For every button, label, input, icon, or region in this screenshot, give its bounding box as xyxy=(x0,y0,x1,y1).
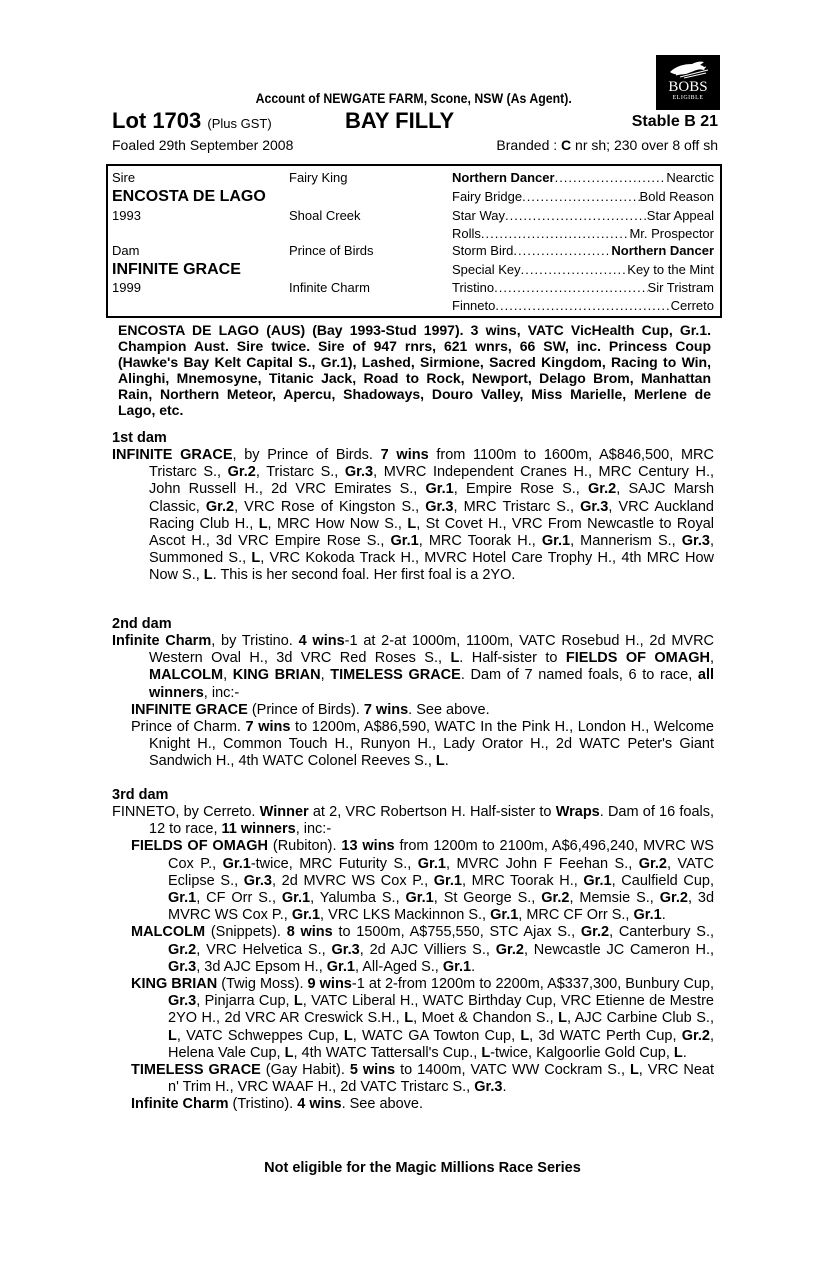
brand-mark: C xyxy=(561,137,572,153)
third-dam-text: FINNETO, by Cerreto. Winner at 2, VRC Robertson H. Half-sister to Wraps. Dam of 16 foals, 12 to race, 11 winners, inc:- xyxy=(112,804,715,838)
dot-leader xyxy=(522,189,639,204)
pedigree-row: Northern Dancer ..... Nearctic xyxy=(452,170,714,185)
pedigree-row: Finneto ..... Cerreto xyxy=(452,298,714,313)
lot-number xyxy=(112,108,272,134)
lot-label: Lot 1703 xyxy=(112,108,202,133)
sire-label: Sire xyxy=(112,170,136,185)
dam-sire: Prince of Birds xyxy=(289,243,374,258)
dot-leader xyxy=(505,208,647,223)
progeny-entry: Infinite Charm (Tristino). 4 wins. See above. xyxy=(131,1096,423,1113)
pedigree-row: Tristino ..... Sir Tristram xyxy=(452,280,714,295)
second-dam-heading: 2nd dam xyxy=(112,616,172,632)
foaled-date: Foaled 29th September 2008 xyxy=(112,137,294,153)
dam-year: 1999 xyxy=(112,280,141,295)
sire-name: ENCOSTA DE LAGO xyxy=(112,188,266,205)
sire-dam: Shoal Creek xyxy=(289,208,361,223)
progeny-entry: INFINITE GRACE (Prince of Birds). 7 wins. See above. xyxy=(131,701,490,718)
dot-leader xyxy=(555,170,667,185)
progeny-entry: Prince of Charm. 7 wins to 1200m, A$86,590, WATC In the Pink H., London H., Welcome Knight H., Common Touch H., Runyon H., Lady Orator H., 2d WATC Peter's Giant Sandwich H., 4th WATC Colonel Reeves S., L. xyxy=(131,719,714,770)
dam-name: INFINITE GRACE xyxy=(112,261,241,278)
pedigree-row: Fairy Bridge ..... Bold Reason xyxy=(452,189,714,204)
pedigree-row: Storm Bird ..... Northern Dancer xyxy=(452,243,714,258)
first-dam-text: INFINITE GRACE, by Prince of Birds. 7 wins from 1100m to 1600m, A$846,500, MRC Tristarc S., Gr.2, Tristarc S., Gr.3, MVRC Independent Cranes H., MRC Century H., John Russell H., 2d VRC Emirates S., Gr.1, Empire Rose S., Gr.2, SAJC Marsh Classic, Gr.2, VRC Rose of Kingston S., Gr.3, MRC Tristarc S., Gr.3, VRC Auckland Racing Club H., L, MRC How Now S., L, St Covet H., VRC From Newcastle to Royal Ascot H., 3d VRC Empire Rose S., Gr.1, MRC Toorak H., Gr.1, Mannerism S., Gr.3, Summoned S., L, VRC Kokoda Track H., MVRC Hotel Care Trophy H., 4th MRC How Now S., L. This is her second foal. Her first foal is a 2YO. xyxy=(112,447,715,584)
third-dam-section xyxy=(112,787,714,1114)
horse-head-icon xyxy=(666,58,710,80)
pedigree-table xyxy=(106,164,722,318)
progeny-entry: FIELDS OF OMAGH (Rubiton). 13 wins from 1200m to 2100m, A$6,496,240, MVRC WS Cox P., Gr.1-twice, MRC Futurity S., Gr.1, MVRC John F Feehan S., Gr.2, VATC Eclipse S., Gr.3, 2d MVRC WS Cox P., Gr.1, MRC Toorak H., Gr.1, Caulfield Cup, Gr.1, CF Orr S., Gr.1, Yalumba S., Gr.1, St George S., Gr.2, Memsie S., Gr.2, 3d MVRC WS Cox P., Gr.1, VRC LKS Mackinnon S., Gr.1, MRC CF Orr S., Gr.1. xyxy=(131,838,715,924)
progeny-entry: KING BRIAN (Twig Moss). 9 wins-1 at 2-from 1200m to 2200m, A$337,300, Bunbury Cup, Gr.3, Pinjarra Cup, L, VATC Liberal H., WATC Birthday Cup, VRC Etienne de Mestre 2YO H., 2d VRC AR Creswick S.H., L, Moet & Chandon S., L, AJC Carbine Club S., L, VATC Schweppes Cup, L, WATC GA Towton Cup, L, 3d WATC Perth Cup, Gr.2, Helena Vale Cup, L, 4th WATC Tattersall's Cup., L-twice, Kalgoorlie Gold Cup, L. xyxy=(131,976,714,1061)
logo-subtitle: ELIGIBLE xyxy=(672,95,704,101)
dot-leader xyxy=(494,280,647,295)
dot-leader xyxy=(521,262,628,277)
vendor-account: Account of NEWGATE FARM, Scone, NSW (As Agent). xyxy=(255,90,572,106)
pedigree-row: Star Way ..... Star Appeal xyxy=(452,208,714,223)
sire-year: 1993 xyxy=(112,208,141,223)
brand-detail: nr sh; 230 over 8 off sh xyxy=(571,137,718,153)
sire-sire: Fairy King xyxy=(289,170,348,185)
first-dam-heading: 1st dam xyxy=(112,430,167,446)
dot-leader xyxy=(481,226,630,241)
pedigree-row: Special Key ..... Key to the Mint xyxy=(452,262,714,277)
lot-line xyxy=(112,108,718,136)
progeny-entry: TIMELESS GRACE (Gay Habit). 5 wins to 1400m, VATC WW Cockram S., L, VRC Neat n' Trim H., VRC WAAF H., 2d VATC Tristarc S., Gr.3. xyxy=(131,1062,714,1096)
first-dam-section xyxy=(112,430,714,585)
eligibility-note: Not eligible for the Magic Millions Race Series xyxy=(264,1160,581,1176)
progeny-entry: MALCOLM (Snippets). 8 wins to 1500m, A$755,550, STC Ajax S., Gr.2, Canterbury S., Gr.2, VRC Helvetica S., Gr.3, 2d AJC Villiers S., Gr.2, Newcastle JC Cameron H., Gr.3, 3d AJC Epsom H., Gr.1, All-Aged S., Gr.1. xyxy=(131,924,715,975)
logo-title: BOBS xyxy=(668,79,708,95)
horse-description: BAY FILLY xyxy=(345,108,455,133)
stable-location: Stable B 21 xyxy=(631,113,718,130)
second-dam-text: Infinite Charm, by Tristino. 4 wins-1 at 2-at 1000m, 1100m, VATC Rosebud H., 2d MVRC Western Oval H., 3d VRC Red Roses S., L. Half-sister to FIELDS OF OMAGH, MALCOLM, KING BRIAN, TIMELESS GRACE. Dam of 7 named foals, 6 to race, all winners, inc:- xyxy=(112,633,715,701)
dam-label: Dam xyxy=(112,243,140,258)
pedigree-row: Rolls ..... Mr. Prospector xyxy=(452,226,714,241)
third-dam-heading: 3rd dam xyxy=(112,787,169,803)
sire-summary: ENCOSTA DE LAGO (AUS) (Bay 1993-Stud 1997). 3 wins, VATC VicHealth Cup, Gr.1. Champion Aust. Sire twice. Sire of 947 rnrs, 621 wnrs, 66 SW, inc. Princess Coup (Hawke's Bay Kelt Capital S., Gr.1), Lashed, Sirmione, Sacred Kingdom, Racing to Win, Alinghi, Mnemosyne, Titanic Jack, Road to Rock, Newport, Delago Brom, Manhattan Rain, Northern Meteor, Apercu, Shadoways, Douro Valley, Miss Marielle, Merlene de Lago, etc. xyxy=(118,322,711,418)
dam-dam: Infinite Charm xyxy=(289,280,370,295)
second-dam-section xyxy=(112,616,714,771)
dot-leader xyxy=(513,243,611,258)
brand-info xyxy=(496,137,718,153)
dot-leader xyxy=(495,298,670,313)
gst-note: (Plus GST) xyxy=(207,116,272,131)
brand-label: Branded : xyxy=(496,137,562,153)
